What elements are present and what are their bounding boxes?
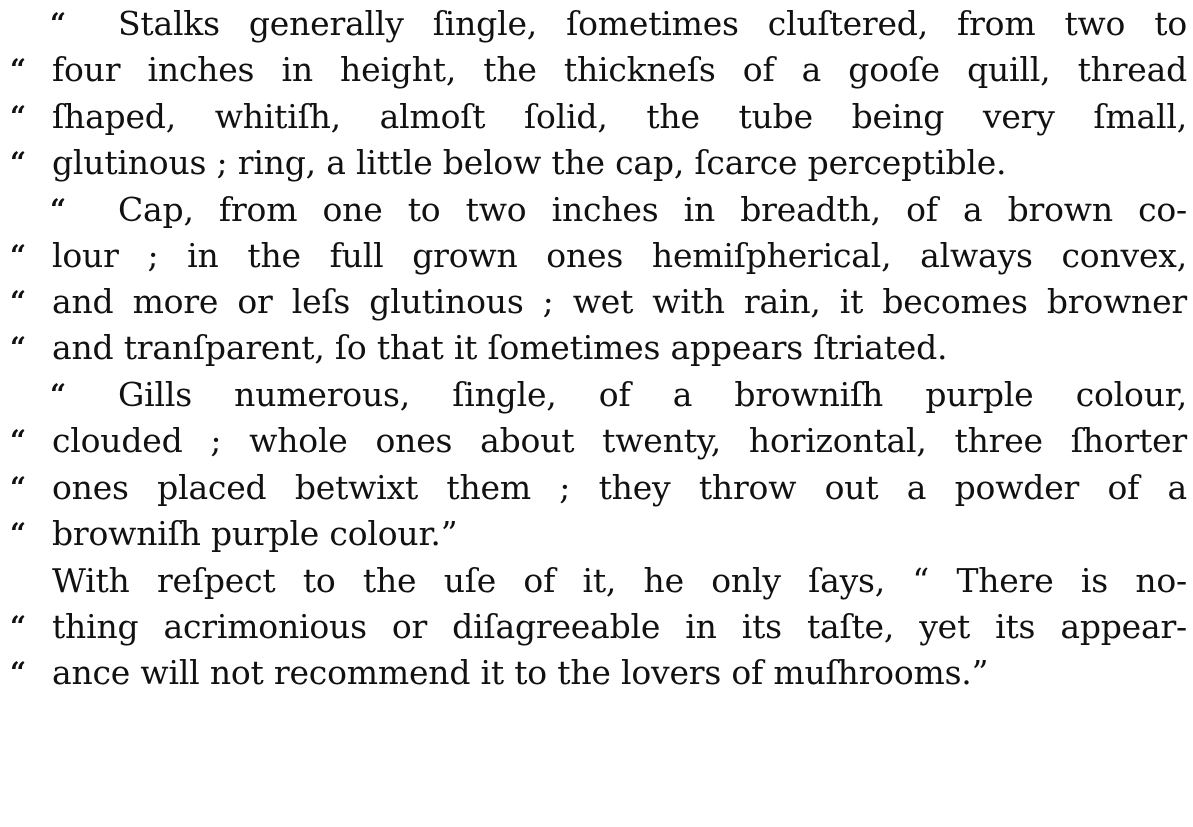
line-text: ſhaped, whitiſh, almoſt ſolid, the tube being very ſmall, xyxy=(52,97,1187,136)
quote-mark: “ xyxy=(10,471,27,504)
line-text: Gills numerous, ſingle, of a browniſh purple colour, xyxy=(118,375,1187,414)
quote-mark: “ xyxy=(10,100,27,133)
text-line xyxy=(0,512,1193,556)
quote-mark: “ xyxy=(10,53,27,86)
quote-mark: “ xyxy=(10,331,27,364)
text-line xyxy=(0,373,1193,417)
line-text: ones placed betwixt them ; they throw out a powder of a xyxy=(52,468,1187,507)
line-text: thing acrimonious or diſagreeable in its taſte, yet its appear- xyxy=(52,607,1187,646)
quote-mark: “ xyxy=(10,610,27,643)
text-line xyxy=(0,234,1193,278)
text-line xyxy=(0,559,1193,603)
quote-mark: “ xyxy=(10,239,27,272)
text-line xyxy=(0,188,1193,232)
quote-mark: “ xyxy=(10,656,27,689)
quote-mark: “ xyxy=(50,378,67,411)
text-line xyxy=(0,466,1193,510)
text-line xyxy=(0,419,1193,463)
line-text: lour ; in the full grown ones hemiſpherical, always convex, xyxy=(52,236,1187,275)
quote-mark: “ xyxy=(10,285,27,318)
text-line xyxy=(0,280,1193,324)
line-text: Stalks generally ſingle, ſometimes cluſtered, from two to xyxy=(118,4,1187,43)
text-line xyxy=(0,2,1193,46)
quote-mark: “ xyxy=(10,146,27,179)
line-text: browniſh purple colour.” xyxy=(52,514,458,553)
quote-mark: “ xyxy=(10,424,27,457)
line-text: and tranſparent, ſo that it ſometimes appears ſtriated. xyxy=(52,328,948,367)
text-line xyxy=(0,95,1193,139)
quote-mark: “ xyxy=(10,517,27,550)
quote-mark: “ xyxy=(50,193,67,226)
line-text: and more or leſs glutinous ; wet with rain, it becomes browner xyxy=(52,282,1187,321)
quote-mark: “ xyxy=(50,7,67,40)
line-text: four inches in height, the thickneſs of a gooſe quill, thread xyxy=(52,50,1187,89)
line-text: With reſpect to the uſe of it, he only ſays, “ There is no- xyxy=(52,561,1187,600)
text-line xyxy=(0,48,1193,92)
line-text: glutinous ; ring, a little below the cap, ſcarce perceptible. xyxy=(52,143,1007,182)
line-text: Cap, from one to two inches in breadth, of a brown co- xyxy=(118,190,1187,229)
line-text: clouded ; whole ones about twenty, horizontal, three ſhorter xyxy=(52,421,1187,460)
text-line xyxy=(0,605,1193,649)
text-line xyxy=(0,141,1193,185)
text-line xyxy=(0,651,1193,695)
text-line xyxy=(0,326,1193,370)
line-text: ance will not recommend it to the lovers of muſhrooms.” xyxy=(52,653,989,692)
